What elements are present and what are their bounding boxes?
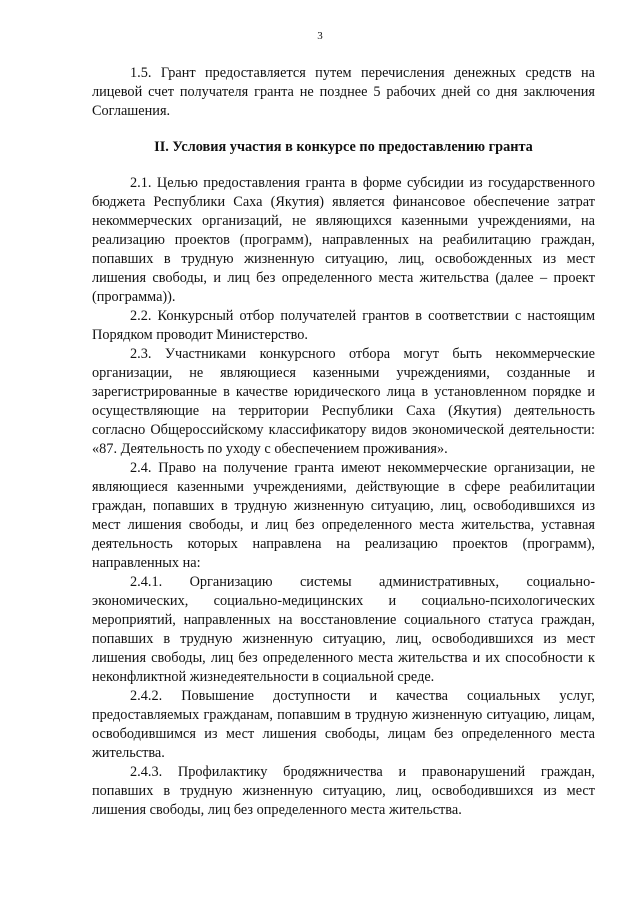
document-body <box>92 64 595 820</box>
page-number: 3 <box>317 30 323 42</box>
paragraph-2-4-2: 2.4.2. Повышение доступности и качества социальных услуг, предоставляемых гражданам, попавшим в трудную жизненную ситуацию, лицам, освободившимся из мест лишения свободы, лицам без определенного места жительства. <box>92 688 595 761</box>
paragraph-2-4-3: 2.4.3. Профилактику бродяжничества и правонарушений граждан, попавших в трудную жизненную ситуацию, лиц, освободившихся из мест лишения свободы, лиц без определенного места жительства. <box>92 764 595 818</box>
paragraph-2-2: 2.2. Конкурсный отбор получателей грантов в соответствии с настоящим Порядком проводит Министерство. <box>92 308 595 343</box>
section-heading: II. Условия участия в конкурсе по предоставлению гранта <box>154 139 533 155</box>
paragraph-1-5: 1.5. Грант предоставляется путем перечисления денежных средств на лицевой счет получателя гранта не позднее 5 рабочих дней со дня заключения Соглашения. <box>92 65 595 119</box>
paragraph-2-4-1: 2.4.1. Организацию системы административных, социально-экономических, социально-медицинских и социально-психологических мероприятий, направленных на восстановление социального статуса граждан, попавших в трудную жизненную ситуацию, лиц, освободившихся из мест лишения свободы, лиц без определенного места жительства и их способности к неконфликтной жизнедеятельности в социальной среде. <box>92 574 595 685</box>
paragraph-2-3: 2.3. Участниками конкурсного отбора могут быть некоммерческие организации, не являющиеся казенными учреждениями, созданные и зарегистрированные в качестве юридического лица в установленном порядке и осуществляющие на территории Республики Саха (Якутия) деятельность согласно Общероссийскому классификатору видов экономической деятельности: «87. Деятельность по уходу с обеспечением проживания». <box>92 346 595 457</box>
paragraph-2-1: 2.1. Целью предоставления гранта в форме субсидии из государственного бюджета Республики Саха (Якутия) является финансовое обеспечение затрат некоммерческих организаций, не являющихся казенными учреждениями, на реализацию проектов (программ), направленных на реабилитацию граждан, попавших в трудную жизненную ситуацию, лиц, освобожденных из мест лишения свободы, и лиц без определенного места жительства (далее – проект (программа)). <box>92 175 595 305</box>
paragraph-2-4: 2.4. Право на получение гранта имеют некоммерческие организации, не являющиеся казенными учреждениями, действующие в сфере реабилитации граждан, попавших в трудную жизненную ситуацию, лиц, освободившихся из мест лишения свободы, и лиц без определенного места жительства, уставная деятельность которых направлена на реализацию проектов (программ), направленных на: <box>92 460 595 571</box>
